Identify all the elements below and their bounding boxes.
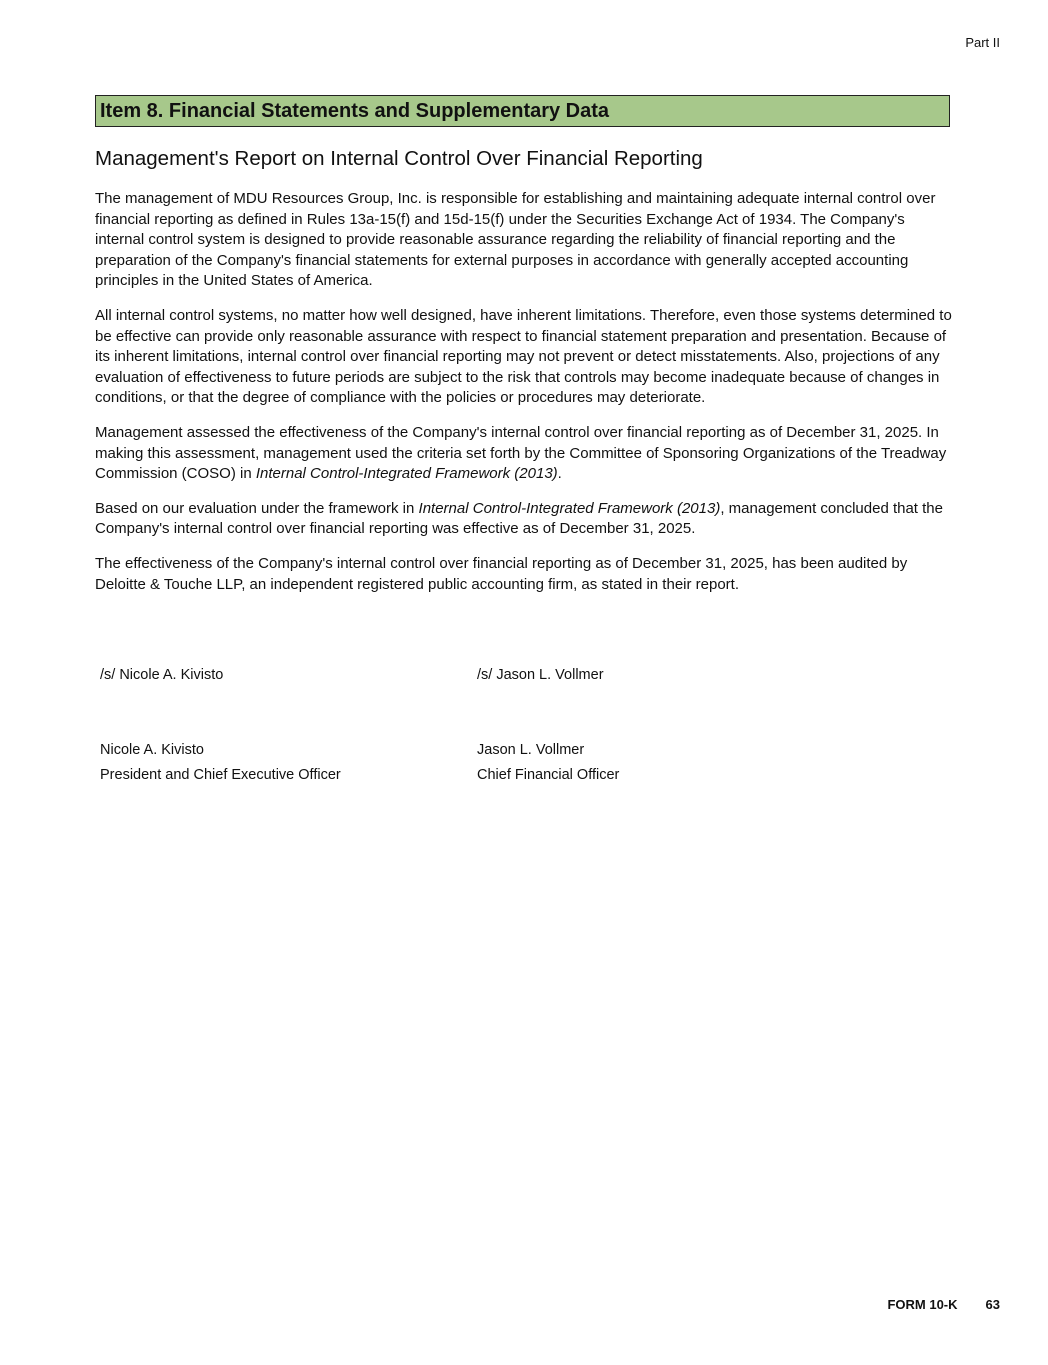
signer-name-ceo: Nicole A. Kivisto	[100, 742, 204, 758]
page-footer	[887, 1297, 1000, 1312]
text: Management assessed the effectiveness of the Company's internal control over financial reporting as of December 31, 2025. In making this assessment, management used the criteria set forth by the Committee of Sponsoring Organizations of the Treadway Commission (COSO) in	[95, 423, 947, 483]
report-body	[95, 189, 955, 609]
framework-citation: Internal Control-Integrated Framework (2013)	[255, 465, 558, 483]
page-number: 63	[985, 1297, 1000, 1312]
paragraph	[95, 423, 955, 485]
signer-name-cfo: Jason L. Vollmer	[477, 742, 585, 758]
form-label: FORM 10-K	[887, 1297, 958, 1312]
signer-title-cfo: Chief Financial Officer	[477, 767, 620, 783]
report-title: Management's Report on Internal Control Over Financial Reporting	[95, 147, 703, 170]
paragraph: The management of MDU Resources Group, Inc. is responsible for establishing and maintaining adequate internal control over financial reporting as defined in Rules 13a-15(f) and 15d-15(f) under the Securities Exchange Act of 1934. The Company's internal control system is designed to provide reasonable assurance regarding the reliability of financial reporting and the preparation of the Company's financial statements for external purposes in accordance with generally accepted accounting principles in the United States of America.	[95, 190, 936, 290]
signer-title-ceo: President and Chief Executive Officer	[100, 767, 341, 783]
paragraph: All internal control systems, no matter how well designed, have inherent limitations. Therefore, even those systems determined to be effective can provide only reasonable assurance with respect to financial statement preparation and presentation. Because of its inherent limitations, internal control over financial reporting may not prevent or detect misstatements. Also, projections of any evaluation of effectiveness to future periods are subject to the risk that controls may become inadequate because of changes in conditions, or that the degree of compliance with the policies or procedures may deteriorate.	[95, 306, 952, 407]
paragraph	[95, 499, 955, 540]
text: .	[557, 465, 562, 483]
signature-cfo: /s/ Jason L. Vollmer	[477, 667, 604, 683]
text: , management concluded that the Company's internal control over financial reporting was effective as of December 31, 2025.	[95, 499, 943, 538]
section-heading: Item 8. Financial Statements and Supplementary Data	[95, 95, 950, 127]
framework-citation: Internal Control-Integrated Framework (2013)	[418, 499, 721, 517]
text: Based on our evaluation under the framework in	[95, 499, 419, 517]
paragraph: The effectiveness of the Company's internal control over financial reporting as of December 31, 2025, has been audited by Deloitte & Touche LLP, an independent registered public accounting firm, as stated in their report.	[95, 554, 908, 593]
part-label: Part II	[965, 35, 1000, 50]
signature-ceo: /s/ Nicole A. Kivisto	[100, 667, 224, 683]
